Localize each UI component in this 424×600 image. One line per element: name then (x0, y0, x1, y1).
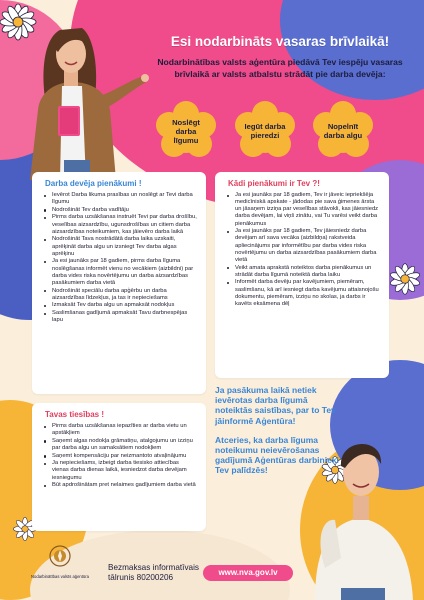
list-item: Ja nepieciešams, izbeigt darba tiesisko attiecības vienas darba dienas laikā, iesniedzot darba devējam iesniegumu (41, 460, 197, 481)
list-item: Ja esi jaunāks par 18 gadiem, pirms darba līguma noslēgšanas informēt vienu no vecākiem (aizbildni) par darba vides riska novērtējumu un darba aizsardzības pasākumiem darba vietā (41, 258, 197, 287)
list-item: Informēt darba devēju par kavējumiem, piemēram, saslimšanu, kā arī iesniegt darba kavējumu attaisnojošu dokumentu, piemēram, izziņu no skolas, ja darbs ir kavēts eksāmena dēļ (224, 279, 380, 308)
benefit-label: Noslēgt darba līgumu (164, 109, 208, 153)
list-item: Nodrošināt Tev darba vadītāju (41, 207, 197, 214)
list-item: Ja esi jaunāks par 18 gadiem, Tev jāiesniedz darba devējam arī sava vecāka (aizbildņa) rakstveida apliecinājums par informētību par darba vides riska novērtējumu un darba aizsardzības pasākumiem darba vietā (224, 228, 380, 264)
your-duties-title: Kādi pienākumi ir Tev ?! (228, 179, 320, 188)
daisy-icon (388, 262, 422, 296)
list-item: Nodrošināt speciālu darba apģērbu un darba aizsardzības līdzekļus, ja tas ir nepieciešams (41, 288, 197, 302)
employer-duties-title: Darba devēja pienākumi ! (45, 179, 142, 188)
footer-phone (108, 563, 199, 583)
your-rights-list (41, 423, 197, 489)
employer-duties-list (41, 192, 197, 324)
your-duties-list (224, 192, 380, 308)
your-rights-title: Tavas tiesības ! (45, 410, 104, 419)
list-item: Saņemt kompensāciju par neizmantoto atvaļinājumu (41, 453, 197, 460)
coat-of-arms-icon (49, 545, 71, 567)
info-violation-text: Ja pasākuma laikā netiek ievērotas darba līgumā noteiktās saistības, par to Tev jāinformē Aģentūra! (215, 385, 336, 426)
info-help-text: Atceries, ka darba līguma noteikumu neievērošanas gadījumā Aģentūras darbinieki Tev palīdzēs! (215, 434, 339, 476)
list-item: Veikt amata aprakstā noteiktos darba pienākumus un strādāt darba līgumā noteiktā darba laiku (224, 265, 380, 279)
list-item: Nodrošināt Tava nostrādātā darba laika uzskaiti, aprēķināt darba algu un izsniegt Tev darba algas aprēķinu (41, 236, 197, 257)
woman-with-books-illustration (20, 10, 150, 180)
your-rights-card (32, 403, 206, 531)
benefit-label: Nopelnīt darba algu (321, 109, 365, 153)
list-item: Izmaksāt Tev darba algu un apmaksāt nodokļus (41, 302, 197, 309)
phone-label: Bezmaksas informatīvais (108, 563, 200, 572)
benefit-flower-salary (315, 103, 371, 159)
logo-text: Nodarbinātības valsts aģentūra (31, 574, 89, 579)
hero-subtitle: Nodarbinātības valsts aģentūra piedāvā Tev iespēju vasaras brīvlaikā ar valsts atbalstu strādāt pie darba devēja: (157, 57, 403, 79)
benefit-flower-contract (158, 103, 214, 159)
nva-logo (30, 545, 90, 579)
list-item: Saslimšanas gadījumā apmaksāt Tavu darbnespējas lapu (41, 310, 197, 324)
benefit-flower-experience (237, 103, 293, 159)
list-item: Pirms darba uzsākšanas iepazīties ar darba vietu un apstākļiem (41, 423, 197, 437)
phone-number[interactable]: tālrunis 80200206 (108, 573, 174, 582)
hero-title: Esi nodarbināts vasaras brīvlaikā! (170, 34, 390, 49)
list-item: Ievērot Darba likuma prasības un noslēgt ar Tevi darba līgumu (41, 192, 197, 206)
info-box (215, 385, 343, 476)
list-item: Ja esi jaunāks par 18 gadiem, Tev ir jāveic iepriekšēja medicīniskā apskate - jādodas pie sava ģimenes ārsta un jāsaņem izziņa par veselības stāvokli, kas jāiesniedz darba devējam, lai viņš zinātu, vai Tu varēsi veikt darba pienākumus (224, 192, 380, 228)
website-link[interactable]: www.nva.gov.lv (203, 565, 293, 581)
list-item: Saņemt algas nodokļa grāmatiņu, atalgojumu un izziņu par darba algu un samaksātiem nodokļiem (41, 438, 197, 452)
list-item: Pirms darba uzsākšanas instruēt Tevi par darba drošību, veselības aizsardzību, ugunsdrošības un citiem darba aizsardzības noteikumiem, kas jāievēro darba laikā (41, 214, 197, 235)
benefit-label: Iegūt darba pieredzi (243, 109, 287, 153)
employer-duties-card (32, 172, 206, 394)
your-duties-card (215, 172, 389, 378)
list-item: Būt apdrošinātam pret nelaimes gadījumiem darba vietā (41, 482, 197, 489)
